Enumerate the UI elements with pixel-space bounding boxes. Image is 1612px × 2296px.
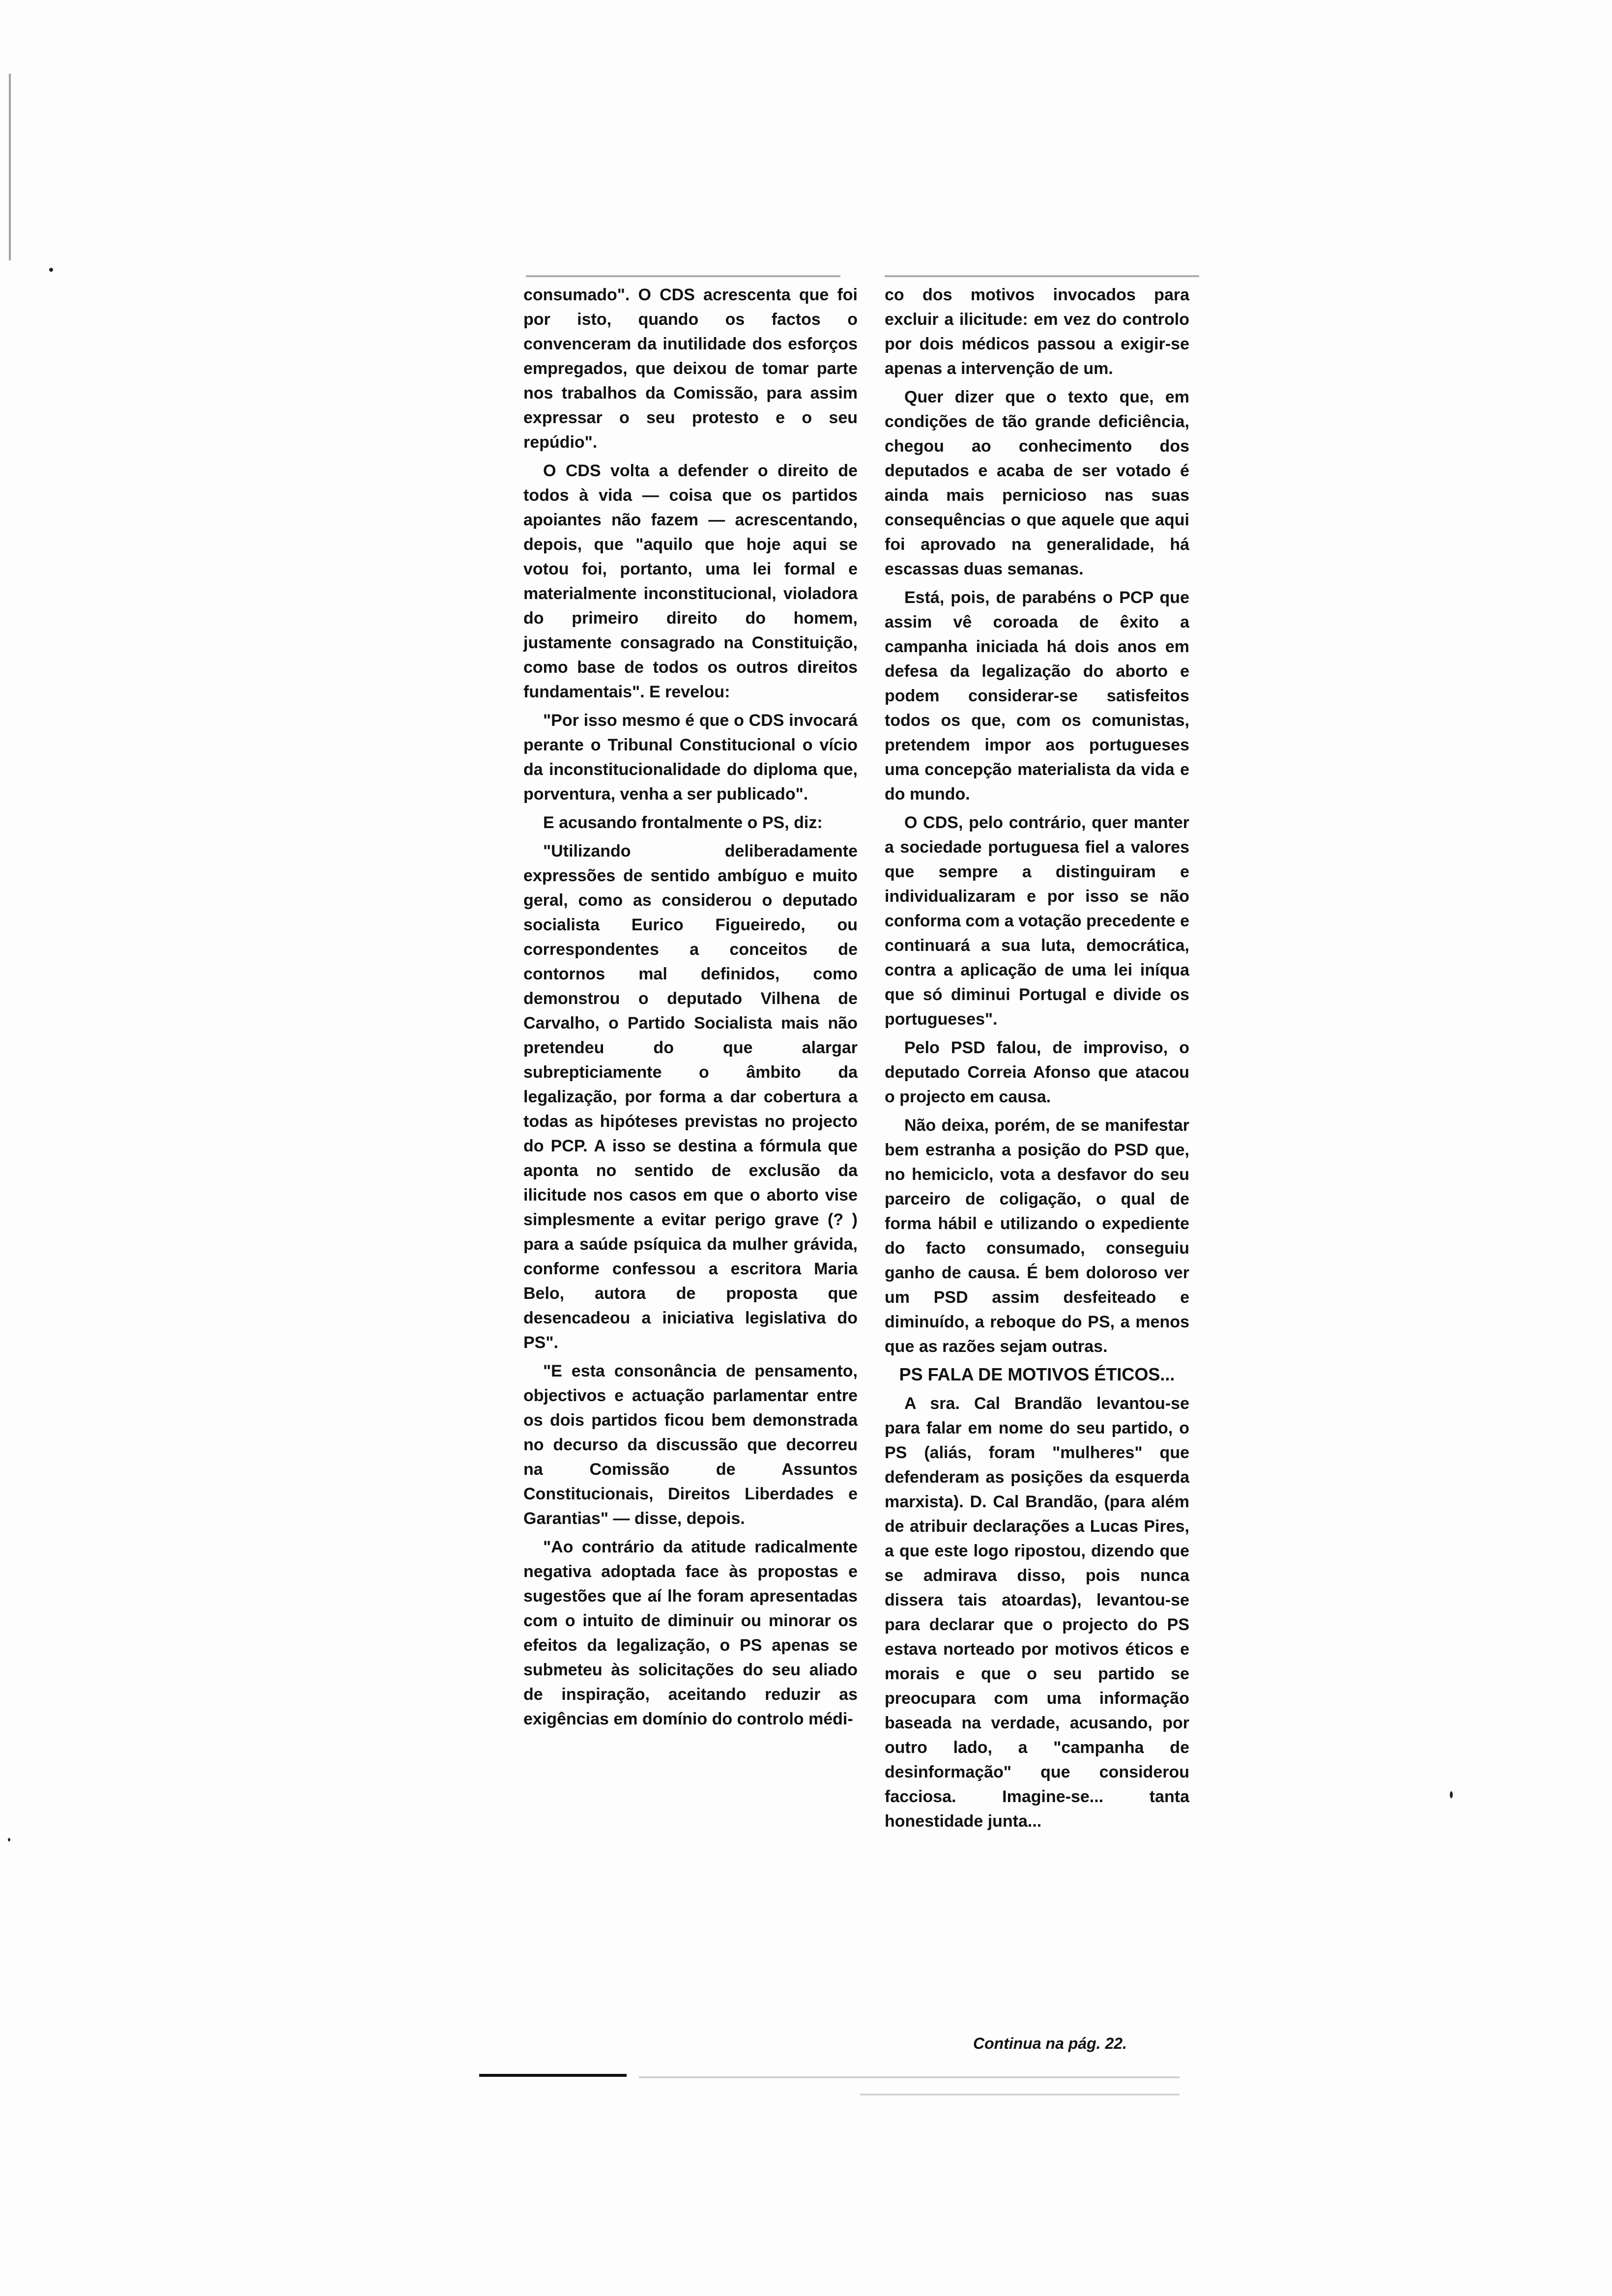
paragraph: "E esta consonância de pensamento, objectivos e actuação parlamentar entre os dois partidos ficou bem demonstrada no decurso da discussão que decorreu na Comissão de Assuntos Constitucionais, Direitos Liberdades e Garantias" — disse, depois. <box>523 1362 858 1528</box>
paragraph: "Ao contrário da atitude radicalmente negativa adoptada face às propostas e sugestões que aí lhe foram apresentadas com o intuito de diminuir ou minorar os efeitos da legalização, o PS apenas se submeteu às solicitações do seu aliado de inspiração, aceitando reduzir as exigências em domínio do controlo médi- <box>523 1538 858 1728</box>
article-right-column <box>885 283 1189 1837</box>
scan-noise <box>526 275 840 277</box>
paragraph: Está, pois, de parabéns o PCP que assim vê coroada de êxito a campanha iniciada há dois anos em defesa da legalização do aborto e podem considerar-se satisfeitos todos os que, com os comunistas, pretendem impor aos portugueses uma concepção materialista da vida e do mundo. <box>885 588 1189 804</box>
article-left-column <box>523 283 858 1735</box>
paragraph: co dos motivos invocados para excluir a ilicitude: em vez do controlo por dois médicos passou a exigir-se apenas a intervenção de um. <box>885 286 1189 378</box>
margin-mark <box>9 74 11 260</box>
paragraph: A sra. Cal Brandão levantou-se para falar em nome do seu partido, o PS (aliás, foram "mulheres" que defenderam as posições da esquerda marxista). D. Cal Brandão, (para além de atribuir declarações a Lucas Pires, a que este logo ripostou, dizendo que se admirava disso, pois nunca dissera tais atoardas), levantou-se para declarar que o projecto do PS estava norteado por motivos éticos e morais e que o seu partido se preocupara com uma informação baseada na verdade, acusando, por outro lado, a "campanha de desinformação" que considerou facciosa. Imagine-se... tanta honestidade junta... <box>885 1394 1189 1831</box>
paragraph: Não deixa, porém, de se manifestar bem estranha a posição do PSD que, no hemiciclo, vota a desfavor do seu parceiro de coligação, o qual de forma hábil e utilizando o expediente do facto consumado, conseguiu ganho de causa. É bem doloroso ver um PSD assim desfeiteado e diminuído, a reboque do PS, a menos que as razões sejam outras. <box>885 1116 1189 1356</box>
scan-speck <box>1450 1791 1453 1798</box>
scan-speck <box>8 1838 10 1841</box>
bottom-rule <box>479 2074 627 2077</box>
paragraph: Pelo PSD falou, de improviso, o deputado Correia Afonso que atacou o projecto em causa. <box>885 1038 1189 1106</box>
scan-noise <box>639 2076 1180 2078</box>
continuation-note: Continua na pág. 22. <box>973 2035 1127 2052</box>
paragraph: O CDS, pelo contrário, quer manter a sociedade portuguesa fiel a valores que sempre a distinguiram e individualizaram e por isso se não conforma com a votação precedente e continuará a sua luta, democrática, contra a aplicação de uma lei iníqua que só diminui Portugal e divide os portugueses". <box>885 813 1189 1029</box>
scan-noise <box>860 2094 1180 2095</box>
section-subheading: PS FALA DE MOTIVOS ÉTICOS... <box>899 1364 1175 1384</box>
paragraph: E acusando frontalmente o PS, diz: <box>543 813 823 832</box>
scan-speck <box>49 268 53 272</box>
paragraph: Quer dizer que o texto que, em condições de tão grande deficiência, chegou ao conhecimento dos deputados e acaba de ser votado é ainda mais pernicioso nas suas consequências o que aquele que aqui foi aprovado na generalidade, há escassas duas semanas. <box>885 388 1189 578</box>
paragraph: O CDS volta a defender o direito de todos à vida — coisa que os partidos apoiantes não fazem — acrescentando, depois, que "aquilo que hoje aqui se votou foi, portanto, uma lei formal e materialmente inconstitucional, violadora do primeiro direito do homem, justamente consagrado na Constituição, como base de todos os outros direitos fundamentais". E revelou: <box>523 461 858 701</box>
paragraph: "Utilizando deliberadamente expressões de sentido ambíguo e muito geral, como as considerou o deputado socialista Eurico Figueiredo, ou correspondentes a conceitos de contornos mal definidos, como demonstrou o deputado Vilhena de Carvalho, o Partido Socialista mais não pretendeu do que alargar subrepticiamente o âmbito da legalização, por forma a dar cobertura a todas as hipóteses previstas no projecto do PCP. A isso se destina a fórmula que aponta no sentido de exclusão da ilicitude nos casos em que o aborto vise simplesmente a evitar perigo grave (? ) para a saúde psíquica da mulher grávida, conforme confessou a escritora Maria Belo, autora de proposta que desencadeou a iniciativa legislativa do PS". <box>523 842 858 1352</box>
paragraph: "Por isso mesmo é que o CDS invocará perante o Tribunal Constitucional o vício da inconstitucionalidade do diploma que, porventura, venha a ser publicado". <box>523 711 858 804</box>
paragraph: consumado". O CDS acrescenta que foi por isto, quando os factos o convenceram da inutilidade dos esforços empregados, que deixou de tomar parte nos trabalhos da Comissão, para assim expressar o seu protesto e o seu repúdio". <box>523 286 858 452</box>
scan-noise <box>885 275 1199 277</box>
